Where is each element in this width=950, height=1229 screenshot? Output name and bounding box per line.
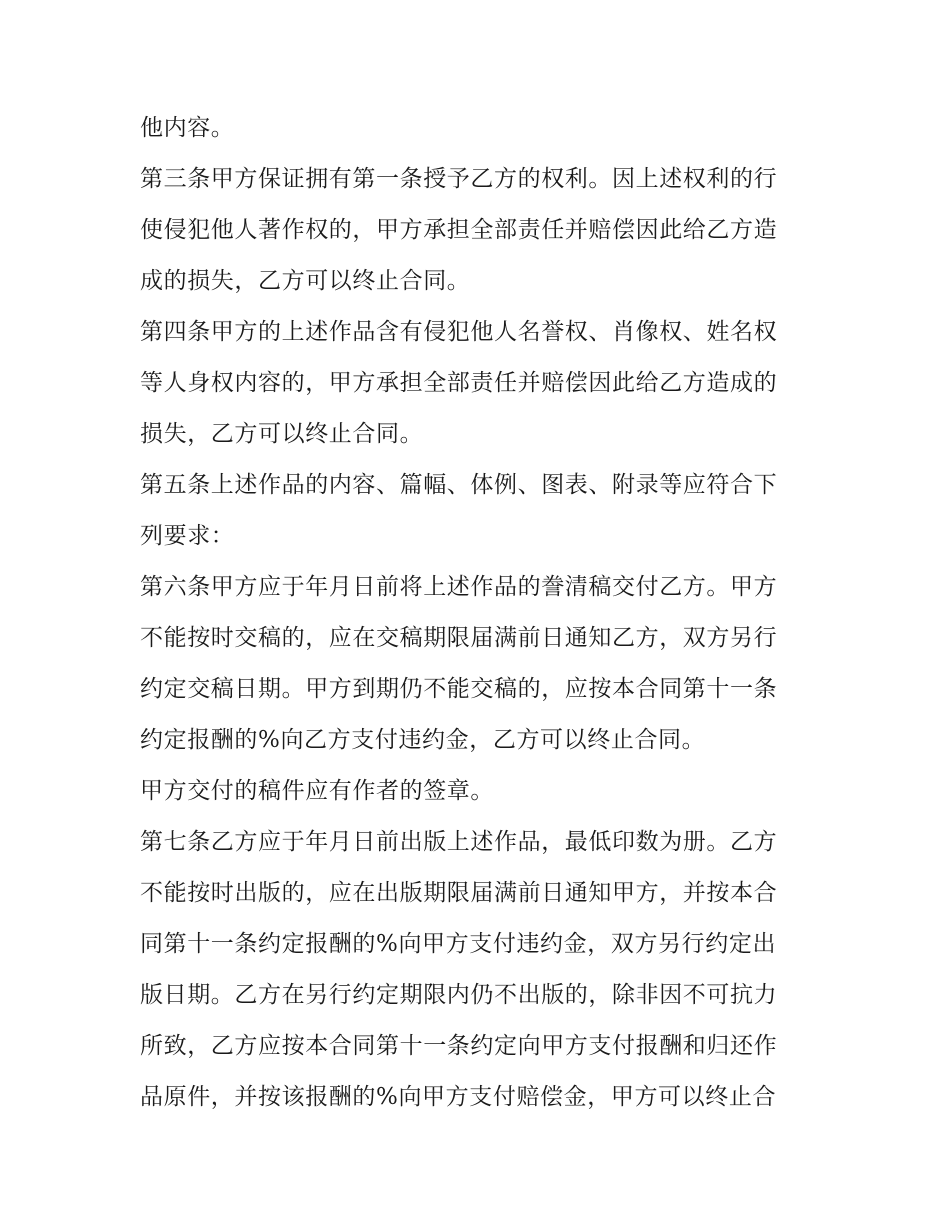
text-line-16: 不能按时出版的，应在出版期限届满前日通知甲方，并按本合 — [140, 880, 778, 906]
text-line-4: 成的损失，乙方可以终止合同。 — [140, 268, 471, 294]
text-line-7: 损失，乙方可以终止合同。 — [140, 421, 424, 447]
text-line-8: 第五条上述作品的内容、篇幅、体例、图表、附录等应符合下 — [140, 472, 778, 498]
document-body — [140, 103, 812, 1123]
text-line-13: 约定报酬的%向乙方支付违约金，乙方可以终止合同。 — [140, 727, 706, 753]
text-line-1: 他内容。 — [140, 115, 235, 141]
text-line-2: 第三条甲方保证拥有第一条授予乙方的权利。因上述权利的行 — [140, 166, 778, 192]
text-line-12: 约定交稿日期。甲方到期仍不能交稿的，应按本合同第十一条 — [140, 676, 778, 702]
text-line-5: 第四条甲方的上述作品含有侵犯他人名誉权、肖像权、姓名权 — [140, 319, 778, 345]
text-line-11: 不能按时交稿的，应在交稿期限届满前日通知乙方，双方另行 — [140, 625, 778, 651]
text-line-18: 版日期。乙方在另行约定期限内仍不出版的，除非因不可抗力 — [140, 982, 778, 1008]
text-line-15: 第七条乙方应于年月日前出版上述作品，最低印数为册。乙方 — [140, 829, 778, 855]
text-line-9: 列要求： — [140, 523, 235, 549]
text-line-14: 甲方交付的稿件应有作者的签章。 — [140, 778, 494, 804]
text-line-19: 所致，乙方应按本合同第十一条约定向甲方支付报酬和归还作 — [140, 1033, 778, 1059]
text-line-10: 第六条甲方应于年月日前将上述作品的誊清稿交付乙方。甲方 — [140, 574, 778, 600]
text-line-6: 等人身权内容的，甲方承担全部责任并赔偿因此给乙方造成的 — [140, 370, 778, 396]
text-line-20: 品原件，并按该报酬的%向甲方支付赔偿金，甲方可以终止合 — [140, 1084, 777, 1110]
text-line-17: 同第十一条约定报酬的%向甲方支付违约金，双方另行约定出 — [140, 931, 777, 957]
text-line-3: 使侵犯他人著作权的，甲方承担全部责任并赔偿因此给乙方造 — [140, 217, 778, 243]
